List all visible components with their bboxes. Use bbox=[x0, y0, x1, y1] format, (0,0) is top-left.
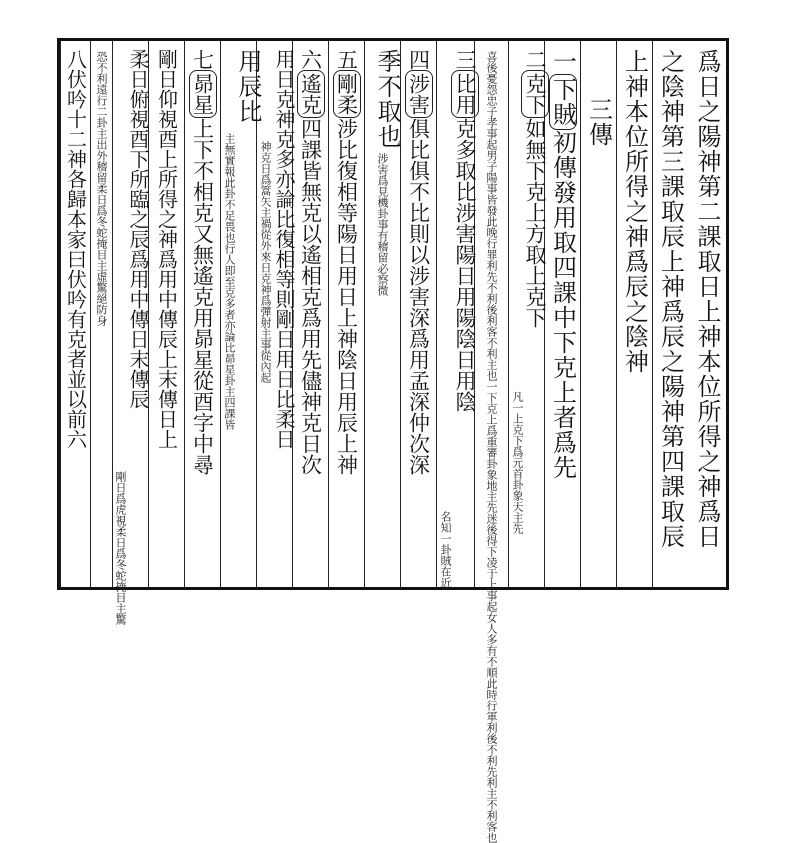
label-tag: 遙克 bbox=[297, 70, 325, 118]
text-column-6 bbox=[508, 41, 547, 587]
annotation: 凡一上克下爲元首卦象天主先 bbox=[511, 391, 524, 534]
column-text: 用日克神克多亦論比復相等則剛日用日比柔日 bbox=[272, 49, 296, 449]
text-column-1 bbox=[688, 41, 726, 587]
column-text: 爲日之陽神第二課取日上神本位所得之神爲日 bbox=[693, 49, 721, 549]
text-column-16 bbox=[148, 41, 184, 587]
document-page bbox=[57, 38, 729, 843]
text-column-11 bbox=[328, 41, 364, 587]
column-text: 二克下如無下克上方取上克下 bbox=[523, 49, 547, 328]
annotation: 神克日爲篙矢主禍從外來日克神爲彈射主事從內起 bbox=[259, 141, 272, 383]
label-tag: 涉害 bbox=[405, 70, 433, 118]
column-text: 用辰比 bbox=[234, 49, 262, 124]
column-text: 三比用克多取比涉害陽日用陽陰日用陰 bbox=[453, 49, 477, 412]
label-tag: 比用 bbox=[451, 70, 479, 118]
label-tag: 剛柔 bbox=[333, 70, 361, 118]
text-column-2 bbox=[652, 41, 688, 587]
column-text: 一下賊初傳發用取四課中下克上者爲先 bbox=[548, 49, 577, 480]
text-column-10 bbox=[364, 41, 400, 587]
text-column-9 bbox=[400, 41, 436, 587]
label-tag: 下賊 bbox=[549, 74, 577, 130]
text-column-7 bbox=[474, 41, 508, 843]
text-column-5 bbox=[544, 41, 580, 587]
text-column-19 bbox=[60, 41, 90, 587]
text-column-15 bbox=[184, 41, 220, 587]
text-column-4 bbox=[580, 41, 616, 587]
annotation: 喜後憂怨忠子孝事起男子陽事皆發此晚行罪利先不利後利客不利主也一下克上爲重審卦象地主先迷後得下凌于上事起女人多有不順此時行軍利後不利先利主不利客也 bbox=[485, 51, 498, 843]
column-text: 五剛柔涉比復相等陽日用日上神陰日用辰上神 bbox=[334, 49, 359, 475]
column-text: 上神本位所得之神爲辰之陰神 bbox=[620, 49, 649, 374]
annotation: 名知一卦賊在近 bbox=[439, 511, 452, 588]
column-text: 七昴星上下不相克又無遙克用昴星從酉字中尋 bbox=[190, 49, 215, 475]
annotation: 恐不利遠行二卦主出外稽留柔日爲冬蛇掩目主虛驚絕防身 bbox=[95, 51, 108, 326]
annotation: 涉害爲見機卦事有稽留必察微 bbox=[376, 153, 389, 296]
annotation: 主無實報此卦不足畏也行人即至克多者亦論比昴星卦主四課皆 bbox=[223, 133, 236, 430]
column-text: 剛日仰視酉上所得之神爲用中傳辰上末傳日上 bbox=[154, 49, 179, 449]
text-column-14 bbox=[220, 41, 262, 587]
text-column-12 bbox=[292, 41, 328, 587]
label-tag: 昴星 bbox=[189, 70, 217, 118]
label-tag: 克下 bbox=[521, 70, 549, 118]
text-column-3 bbox=[616, 41, 652, 587]
annotation: 剛日爲虎視柔日爲冬蛇掩目主驚 bbox=[114, 471, 127, 625]
column-text: 之陰神第三課取辰上神爲辰之陽神第四課取辰 bbox=[656, 49, 685, 549]
text-column-17 bbox=[112, 41, 150, 625]
column-text: 八伏吟十二神各歸本家曰伏吟有克者並以前六 bbox=[63, 49, 88, 449]
column-text: 四涉害俱比俱不比則以涉害深爲用孟深仲次深 bbox=[406, 49, 431, 475]
column-text: 六遙克四課皆無克以遙相克爲用先儘神克日次 bbox=[298, 49, 323, 475]
column-text: 季不取也 bbox=[373, 49, 401, 149]
text-column-18 bbox=[90, 41, 112, 587]
column-text: 柔日俯視酉下所臨之辰爲用中傳日末傳辰 bbox=[126, 49, 150, 409]
section-heading: 三傳 bbox=[584, 97, 613, 147]
text-column-8 bbox=[436, 41, 477, 588]
